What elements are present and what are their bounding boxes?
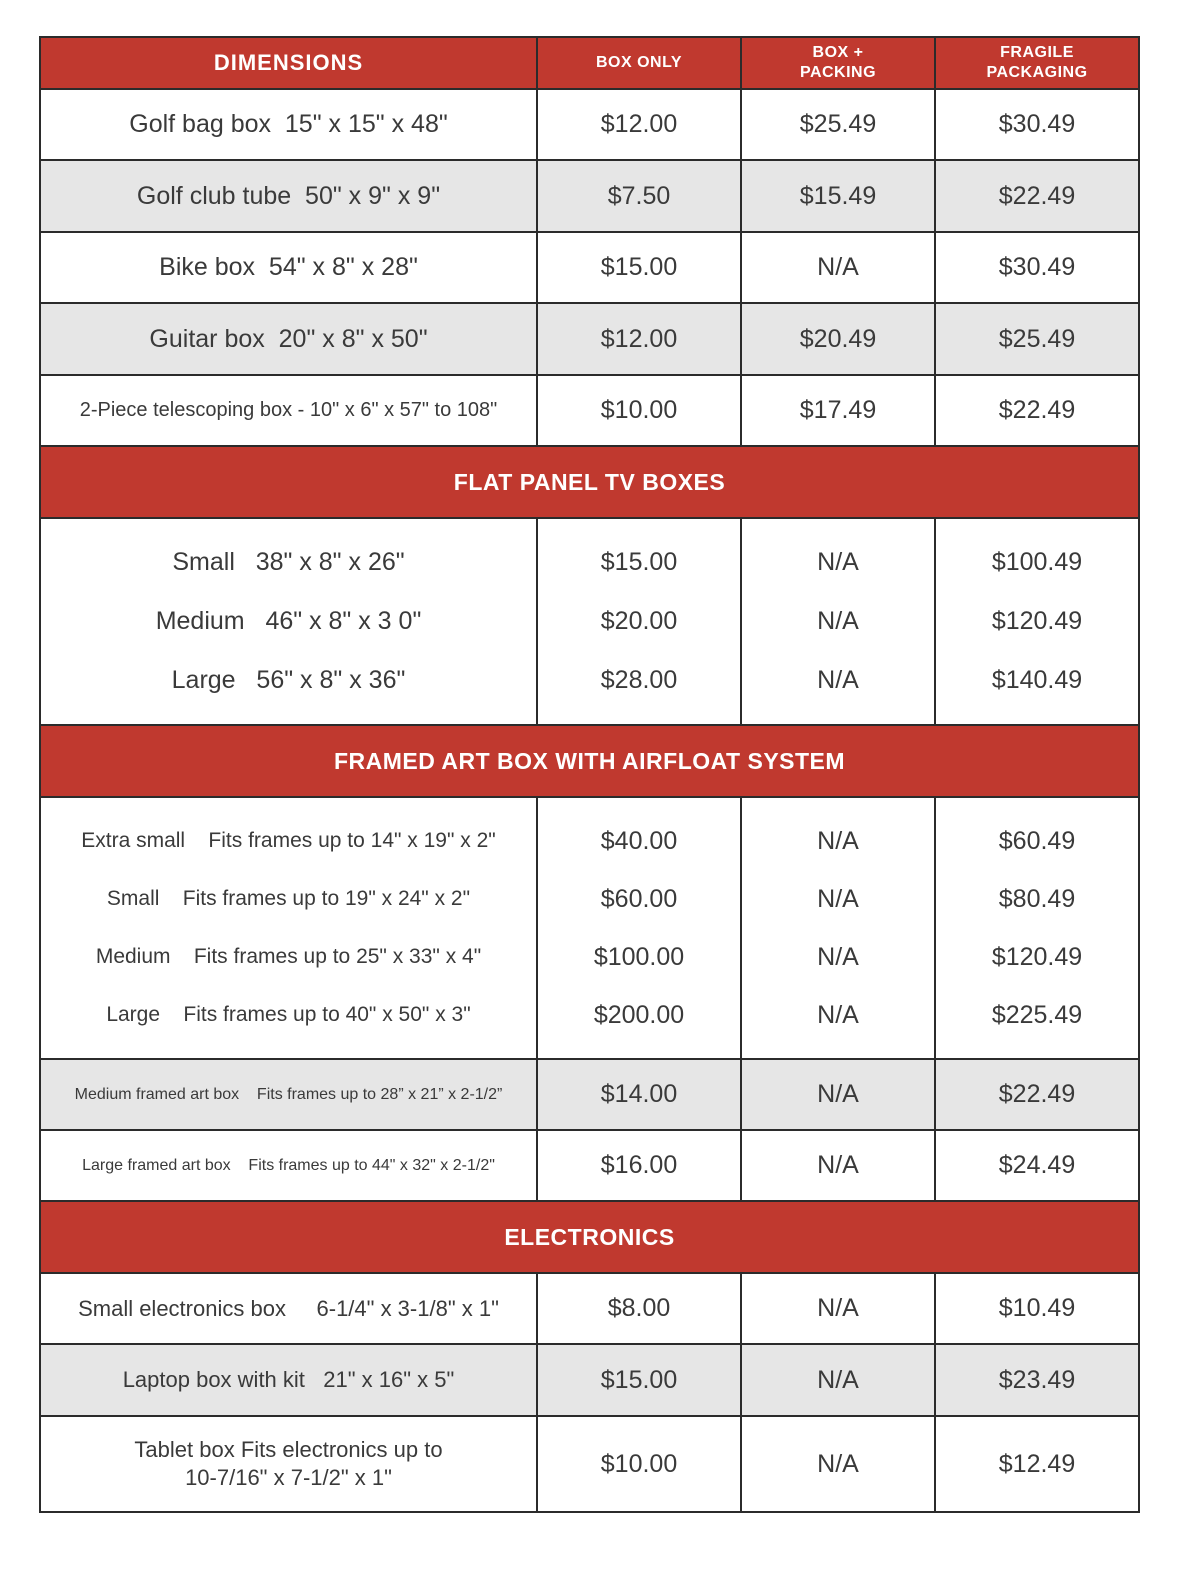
row-box-packing: $25.49 bbox=[742, 90, 936, 159]
tv-desc-large: Large 56" x 8" x 36" bbox=[171, 666, 406, 694]
table-header bbox=[39, 36, 1140, 90]
art-box-xsmall: $40.00 bbox=[600, 826, 678, 855]
header-fragile-line1: FRAGILE bbox=[1000, 44, 1074, 61]
row-description: Laptop box with kit 21" x 16" x 5" bbox=[41, 1345, 538, 1415]
table-row bbox=[39, 1417, 1140, 1513]
tv-desc-medium: Medium 46" x 8" x 3 0" bbox=[155, 607, 422, 635]
tablet-desc-line2: 10-7/16" x 7-1/2" x 1" bbox=[185, 1465, 392, 1490]
row-fragile: $30.49 bbox=[998, 253, 1076, 281]
row-box-only: $10.00 bbox=[538, 376, 742, 445]
header-box-only: BOX ONLY bbox=[538, 38, 742, 88]
row-box-only: $15.00 bbox=[538, 233, 742, 302]
art-desc-medium: Medium Fits frames up to 25" x 33" x 4" bbox=[95, 945, 482, 968]
table-row bbox=[39, 1345, 1140, 1417]
row-box-packing: N/A bbox=[742, 1274, 936, 1343]
table-row bbox=[39, 233, 1140, 304]
row-description: Golf bag box 15" x 15" x 48" bbox=[41, 90, 538, 159]
row-box-packing: N/A bbox=[742, 1345, 936, 1415]
row-description: Bike box 54" x 8" x 28" bbox=[41, 233, 538, 302]
table-row bbox=[39, 376, 1140, 447]
row-box-packing: N/A bbox=[742, 1060, 936, 1129]
tv-packing-medium: N/A bbox=[817, 607, 859, 635]
table-row bbox=[39, 90, 1140, 161]
tv-fragile-large: $140.49 bbox=[991, 666, 1083, 694]
tv-box-medium: $20.00 bbox=[600, 607, 678, 635]
row-box-only: $15.00 bbox=[538, 1345, 742, 1415]
row-fragile: $10.49 bbox=[998, 1294, 1076, 1322]
row-description: Medium framed art box Fits frames up to 28” x 21” x 2-1/2” bbox=[41, 1060, 538, 1129]
row-fragile: $22.49 bbox=[998, 396, 1076, 424]
row-box-only: $14.00 bbox=[538, 1060, 742, 1129]
art-packing-large: N/A bbox=[817, 1000, 859, 1029]
header-fragile-line2: PACKAGING bbox=[986, 64, 1088, 81]
row-description: Small electronics box 6-1/4" x 3-1/8" x 1" bbox=[41, 1274, 538, 1343]
art-fragile-large: $225.49 bbox=[991, 1000, 1083, 1029]
row-description: Large framed art box Fits frames up to 44" x 32" x 2-1/2" bbox=[41, 1131, 538, 1200]
art-packing-medium: N/A bbox=[817, 942, 859, 971]
row-box-only: $7.50 bbox=[538, 161, 742, 231]
tv-descriptions bbox=[41, 519, 538, 724]
tv-group bbox=[39, 519, 1140, 726]
section-header-tv: FLAT PANEL TV BOXES bbox=[39, 447, 1140, 519]
row-box-only: $10.00 bbox=[538, 1417, 742, 1511]
row-description bbox=[41, 1417, 538, 1511]
art-fragile-small: $80.49 bbox=[998, 884, 1076, 913]
art-descriptions bbox=[41, 798, 538, 1058]
section-header-electronics: ELECTRONICS bbox=[39, 1202, 1140, 1274]
table-row bbox=[39, 161, 1140, 233]
tv-box-packing bbox=[742, 519, 936, 724]
art-fragile-xsmall: $60.49 bbox=[998, 826, 1076, 855]
tv-desc-small: Small 38" x 8" x 26" bbox=[172, 548, 405, 576]
art-box-packing bbox=[742, 798, 936, 1058]
row-box-packing: N/A bbox=[742, 233, 936, 302]
row-fragile: $22.49 bbox=[998, 181, 1076, 210]
tv-packing-large: N/A bbox=[817, 666, 859, 694]
art-desc-small: Small Fits frames up to 19" x 24" x 2" bbox=[106, 887, 471, 910]
art-box-small: $60.00 bbox=[600, 884, 678, 913]
header-dimensions: DIMENSIONS bbox=[41, 38, 538, 88]
table-row bbox=[39, 1060, 1140, 1131]
header-box-packing bbox=[742, 38, 936, 88]
header-box-packing-line1: BOX + bbox=[812, 44, 864, 61]
row-description: 2-Piece telescoping box - 10" x 6" x 57" to 108" bbox=[41, 376, 538, 445]
row-fragile: $23.49 bbox=[998, 1365, 1076, 1394]
art-box-large: $200.00 bbox=[593, 1000, 685, 1029]
row-fragile: $25.49 bbox=[998, 324, 1076, 353]
row-fragile: $22.49 bbox=[998, 1080, 1076, 1108]
tv-fragile bbox=[936, 519, 1138, 724]
tv-box-small: $15.00 bbox=[600, 548, 678, 576]
row-fragile: $12.49 bbox=[998, 1449, 1076, 1478]
row-box-packing: $15.49 bbox=[742, 161, 936, 231]
art-box-medium: $100.00 bbox=[593, 942, 685, 971]
row-description: Golf club tube 50" x 9" x 9" bbox=[41, 161, 538, 231]
header-box-packing-line2: PACKING bbox=[799, 64, 877, 81]
tv-fragile-small: $100.49 bbox=[991, 548, 1083, 576]
row-box-packing: N/A bbox=[742, 1417, 936, 1511]
art-packing-xsmall: N/A bbox=[817, 826, 859, 855]
row-box-packing: $20.49 bbox=[742, 304, 936, 374]
header-fragile bbox=[936, 38, 1138, 88]
row-box-only: $16.00 bbox=[538, 1131, 742, 1200]
row-fragile: $24.49 bbox=[998, 1151, 1076, 1179]
row-fragile: $30.49 bbox=[998, 110, 1076, 138]
row-box-only: $12.00 bbox=[538, 90, 742, 159]
row-box-only: $8.00 bbox=[538, 1274, 742, 1343]
art-desc-xsmall: Extra small Fits frames up to 14" x 19" x 2" bbox=[81, 829, 496, 852]
art-group bbox=[39, 798, 1140, 1060]
art-fragile bbox=[936, 798, 1138, 1058]
row-description: Guitar box 20" x 8" x 50" bbox=[41, 304, 538, 374]
art-fragile-medium: $120.49 bbox=[991, 942, 1083, 971]
tv-packing-small: N/A bbox=[817, 548, 859, 576]
row-box-only: $12.00 bbox=[538, 304, 742, 374]
table-row bbox=[39, 304, 1140, 376]
row-box-packing: $17.49 bbox=[742, 376, 936, 445]
tv-box-only bbox=[538, 519, 742, 724]
art-box-only bbox=[538, 798, 742, 1058]
tablet-desc-line1: Tablet box Fits electronics up to bbox=[134, 1437, 443, 1462]
art-packing-small: N/A bbox=[817, 884, 859, 913]
section-header-art: FRAMED ART BOX WITH AIRFLOAT SYSTEM bbox=[39, 726, 1140, 798]
tv-box-large: $28.00 bbox=[600, 666, 678, 694]
table-row bbox=[39, 1274, 1140, 1345]
table-row bbox=[39, 1131, 1140, 1202]
tv-fragile-medium: $120.49 bbox=[991, 607, 1083, 635]
art-desc-large: Large Fits frames up to 40" x 50" x 3" bbox=[106, 1003, 471, 1026]
price-table bbox=[39, 36, 1140, 1513]
row-box-packing: N/A bbox=[742, 1131, 936, 1200]
